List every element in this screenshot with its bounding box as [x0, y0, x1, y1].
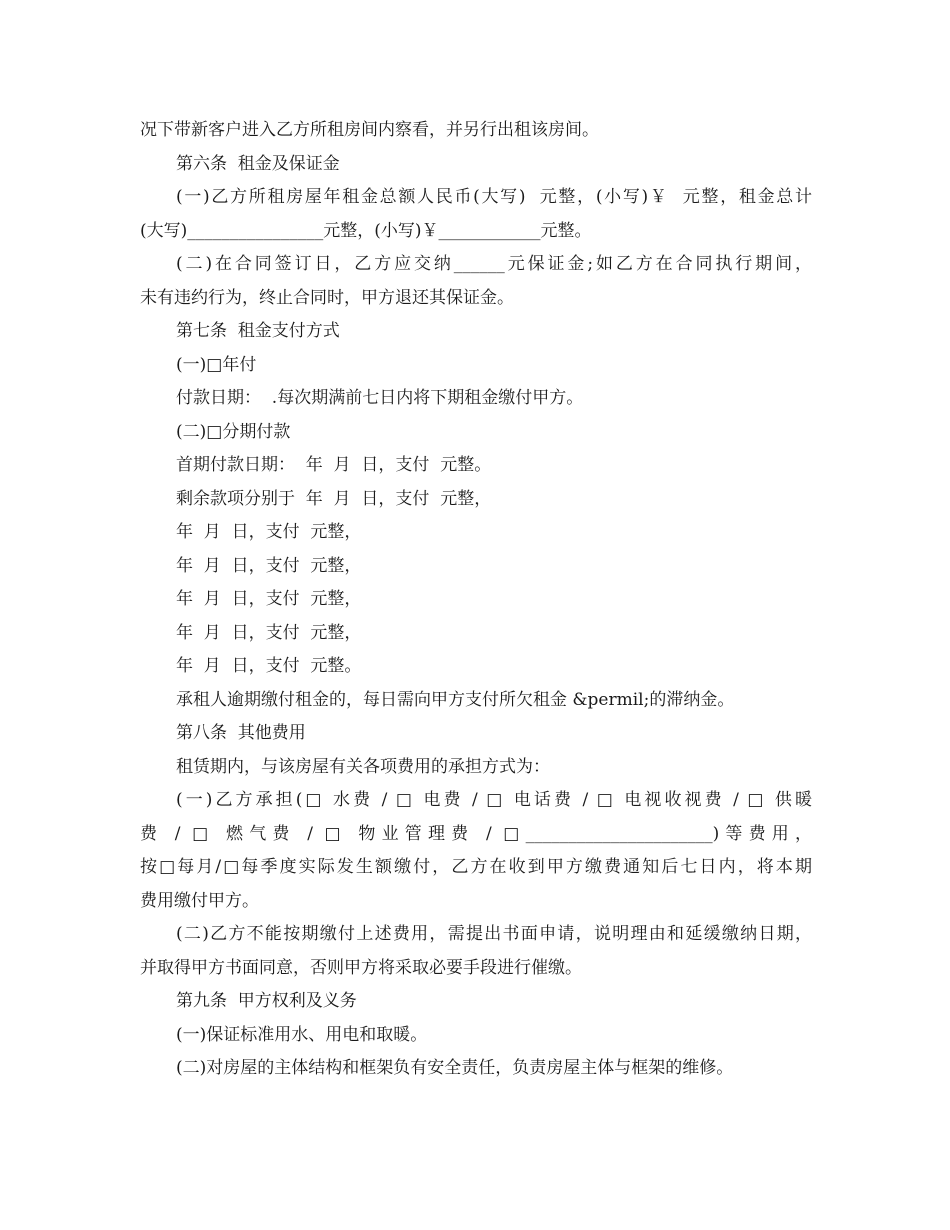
document-line: (一)□年付 [176, 354, 257, 375]
document-line: 租赁期内，与该房屋有关各项费用的承担方式为： [176, 756, 550, 777]
document-line: 承租人逾期缴付租金的，每日需向甲方支付所欠租金 &permil;的滞纳金。 [176, 689, 735, 710]
document-line: (一)乙方所租房屋年租金总额人民币(大写) 元整，(小写)￥ 元整，租金总计 [176, 187, 812, 207]
document-line: (二)乙方不能按期缴付上述费用，需提出书面申请，说明理由和延缓缴纳日期， [176, 924, 812, 944]
document-line: 年 月 日，支付 元整， [176, 622, 362, 643]
document-line: 第六条 租金及保证金 [176, 153, 340, 174]
document-line: 未有违约行为，终止合同时，甲方退还其保证金。 [140, 287, 514, 308]
document-line: 剩余款项分别于 年 月 日，支付 元整， [176, 488, 492, 509]
document-line: 首期付款日期： 年 月 日，支付 元整。 [176, 455, 492, 475]
document-body [140, 114, 812, 1086]
document-line: (一)乙方承担(□ 水费 / □ 电费 / □ 电话费 / □ 电视收视费 / □ 供暖 [176, 790, 812, 810]
document-line: 第七条 租金支付方式 [176, 321, 340, 341]
document-line: (二)对房屋的主体结构和框架负有安全责任，负责房屋主体与框架的维修。 [176, 1058, 734, 1078]
document-line: 年 月 日，支付 元整， [176, 555, 362, 576]
document-line: 年 月 日，支付 元整， [176, 522, 362, 542]
document-line: 第八条 其他费用 [176, 723, 306, 743]
document-line: 况下带新客户进入乙方所租房间内察看，并另行出租该房间。 [140, 120, 599, 140]
document-line: (一)保证标准用水、用电和取暖。 [176, 1024, 428, 1045]
document-line: 付款日期： .每次期满前七日内将下期租金缴付甲方。 [176, 388, 584, 408]
document-line: (二)在合同签订日，乙方应交纳______元保证金;如乙方在合同执行期间， [176, 254, 812, 274]
document-line: 第九条 甲方权利及义务 [176, 991, 357, 1011]
document-line: (大写)________________元整，(小写)￥____________元整。 [140, 220, 592, 241]
document-line: 费用缴付甲方。 [140, 890, 259, 911]
document-line: 按□每月/□每季度实际发生额缴付，乙方在收到甲方缴费通知后七日内，将本期 [140, 857, 812, 877]
document-line: 年 月 日，支付 元整。 [176, 656, 362, 676]
document-line: (二)□分期付款 [176, 421, 291, 442]
document-line: 年 月 日，支付 元整， [176, 589, 362, 609]
document-line: 并取得甲方书面同意，否则甲方将采取必要手段进行催缴。 [140, 957, 582, 978]
document-line: 费 / □ 燃气费 / □ 物业管理费 / □______________________)等费用， [140, 823, 812, 844]
